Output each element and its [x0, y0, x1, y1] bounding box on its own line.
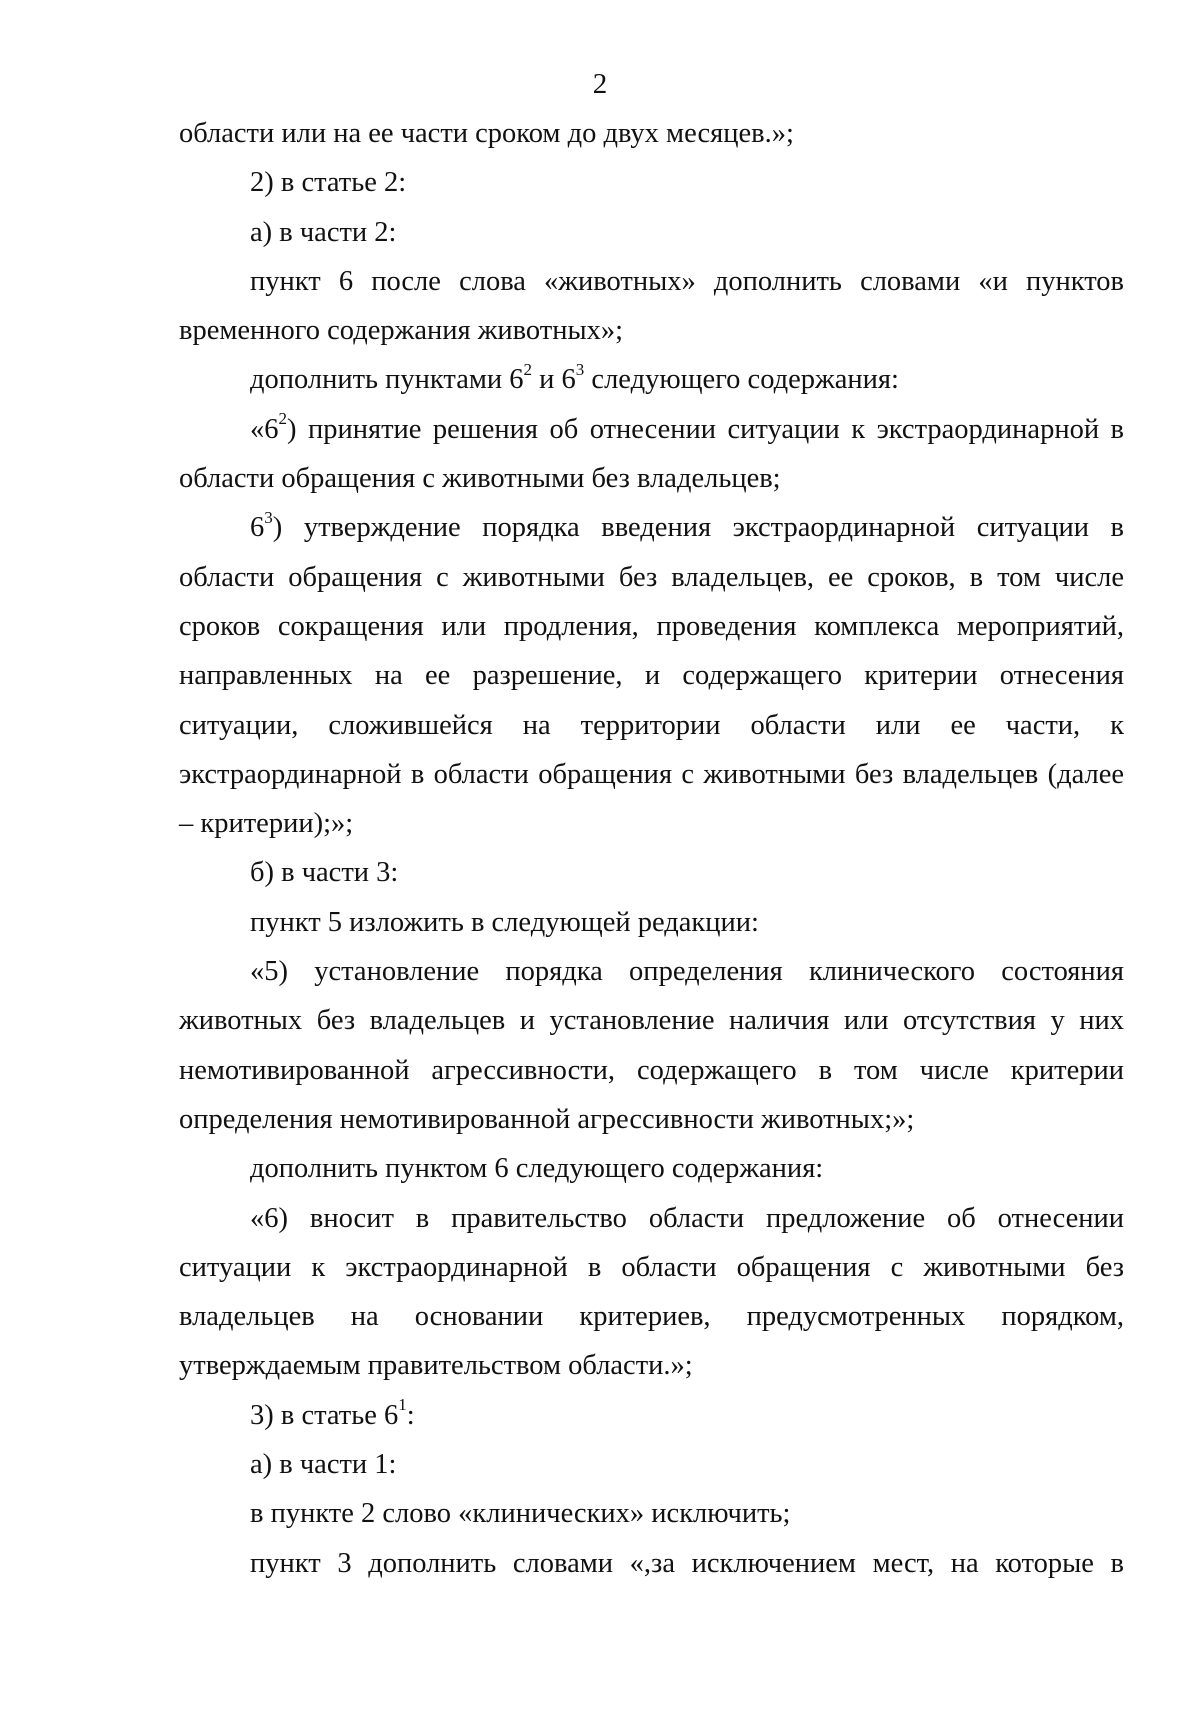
superscript: 1: [398, 1395, 407, 1415]
paragraph-add-points: [179, 355, 1124, 404]
paragraph-part-3: б) в части 3:: [250, 857, 399, 889]
paragraph-point-6-text: «6) вносит в правительство области предложение об отнесении ситуации к экстраординарной в области обращения с животными без владельцев на основании критериев, предусмотренных порядком, утверждаемым правительством области.»;: [179, 1202, 1124, 1382]
paragraph-add-point-6: дополнить пунктом 6 следующего содержания:: [250, 1153, 824, 1185]
superscript: 3: [264, 507, 273, 527]
page-number: 2: [592, 68, 608, 100]
superscript: 3: [575, 359, 585, 379]
text-segment: «6: [250, 413, 279, 445]
paragraph-point-6-2: [179, 405, 1124, 504]
text-segment: ) принятие решения об отнесении ситуации к экстраординарной в области обращения с животными без владельцев;: [179, 413, 1124, 495]
text-segment: следующего содержания:: [584, 364, 899, 396]
paragraph-part-2: а) в части 2:: [250, 216, 397, 248]
document-body: [179, 109, 1124, 1588]
paragraph-article-6-1: [179, 1391, 1124, 1440]
text-segment: дополнить пунктами 6: [250, 364, 524, 396]
superscript: 2: [523, 359, 533, 379]
paragraph-point-5-text: «5) установление порядка определения клинического состояния животных без владельцев и установление наличия или отсутствия у них немотивированной агрессивности, содержащего в том числе критерии определения немотивированной агрессивности животных;»;: [179, 956, 1124, 1135]
superscript: 2: [278, 409, 287, 429]
text-segment: и 6: [532, 364, 576, 396]
paragraph-continuation: области или на ее части сроком до двух месяцев.»;: [179, 118, 794, 149]
paragraph-point-5-edit: пункт 5 изложить в следующей редакции:: [250, 906, 759, 938]
text-segment: 3) в статье 6: [250, 1399, 399, 1431]
paragraph-point-3-amendment: пункт 3 дополнить словами «,за исключением мест, на которые в: [250, 1547, 1124, 1579]
paragraph-point-2-exclude: в пункте 2 слово «клинических» исключить;: [250, 1498, 791, 1530]
paragraph-point-6-amendment: пункт 6 после слова «животных» дополнить словами «и пунктов временного содержания животных»;: [179, 265, 1124, 347]
text-segment: :: [406, 1399, 415, 1431]
text-segment: 6: [250, 512, 265, 544]
text-segment: ) утверждение порядка введения экстраординарной ситуации в области обращения с животными без владельцев, ее сроков, в том числе сроков сокращения или продления, проведения комплекса мероприятий, направленных на ее разрешение, и содержащего критерии отнесения ситуации, сложившейся на территории области или ее части, к экстраординарной в области обращения с животными без владельцев (далее – критерии);»;: [179, 512, 1124, 840]
paragraph-point-6-3: [179, 503, 1124, 848]
paragraph-article-2: 2) в статье 2:: [250, 167, 407, 199]
paragraph-part-1: а) в части 1:: [250, 1449, 397, 1481]
